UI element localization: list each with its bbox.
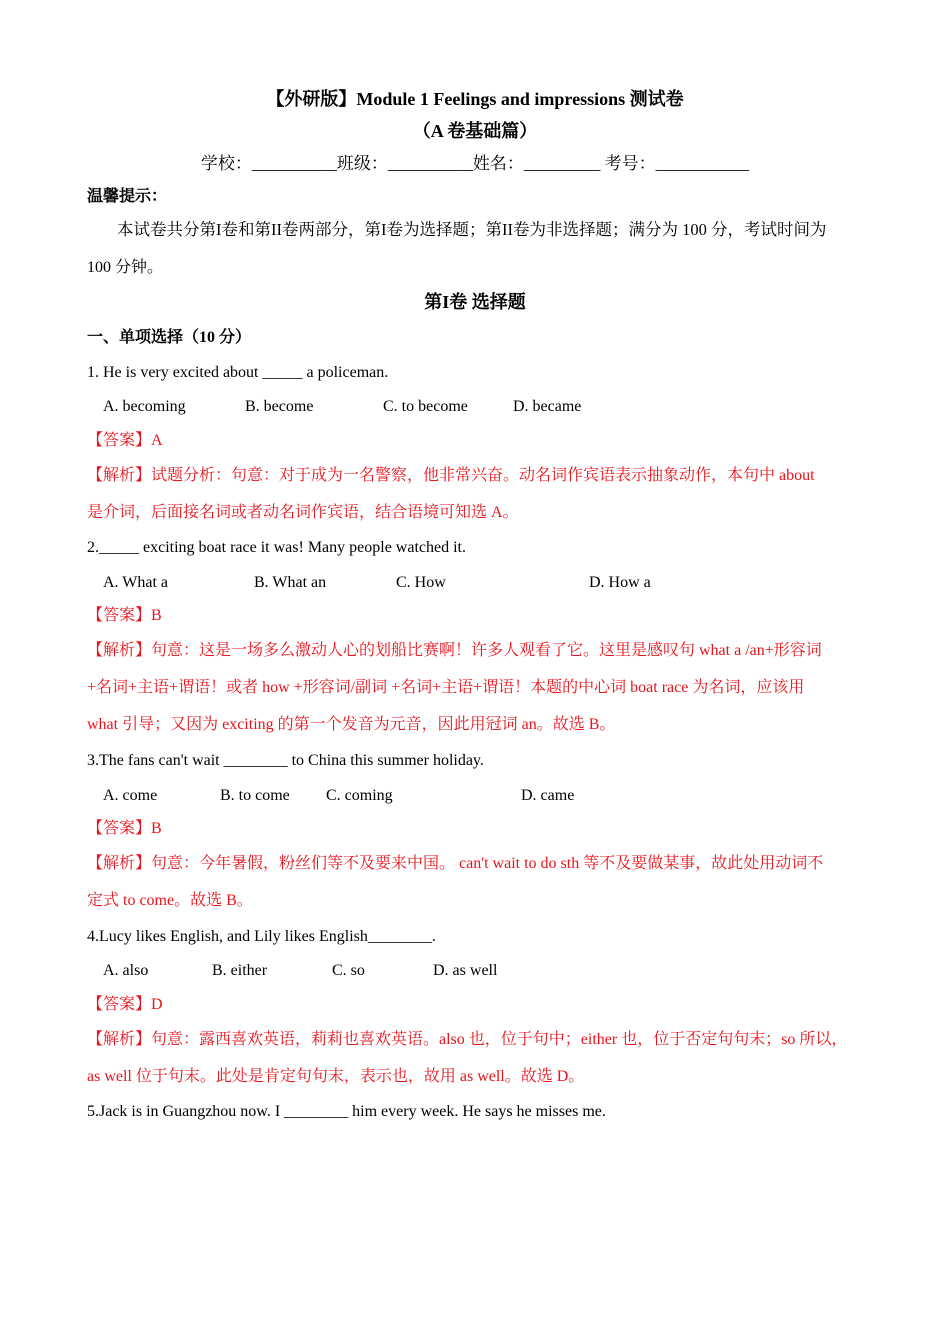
question-stem: 5.Jack is in Guangzhou now. I ________ him every week. He says he misses me.	[87, 1103, 606, 1120]
student-info-line: 学校：__________班级：__________姓名：_________ 考号：___________	[200, 154, 750, 173]
option-c: C. to become	[383, 398, 468, 415]
answer: 【答案】D	[87, 996, 163, 1013]
option-c: C. so	[332, 962, 365, 979]
option-b: B. What an	[254, 574, 327, 591]
option-d: D. How a	[589, 574, 651, 591]
document-subtitle: （A 卷基础篇）	[412, 121, 538, 141]
part-title: 一、单项选择（10 分）	[87, 329, 252, 346]
option-a: A. also	[103, 962, 149, 979]
analysis-line-1: 【解析】试题分析：句意：对于成为一名警察，他非常兴奋。动名词作宾语表示抽象动作，本句中 about	[87, 467, 815, 484]
analysis-line-2: +名词+主语+谓语！或者 how +形容词/副词 +名词+主语+谓语！本题的中心词 boat race 为名词，应该用	[87, 679, 805, 696]
option-b: B. become	[245, 398, 314, 415]
option-d: D. came	[521, 787, 575, 804]
analysis-line-3: what 引导；又因为 exciting 的第一个发音为元音，因此用冠词 an。故选 B。	[87, 716, 616, 733]
option-a: A. What a	[103, 574, 169, 591]
option-d: D. became	[513, 398, 582, 415]
answer: 【答案】B	[87, 607, 162, 624]
analysis-line-2: 定式 to come。故选 B。	[87, 892, 253, 909]
tips-heading: 温馨提示：	[87, 188, 168, 205]
analysis-line-1: 【解析】句意：今年暑假，粉丝们等不及要来中国。 can't wait to do sth 等不及要做某事，故此处用动词不	[87, 855, 824, 872]
analysis-line-2: as well 位于句末。此处是肯定句句末，表示也，故用 as well。故选 D。	[87, 1068, 585, 1085]
question-stem: 4.Lucy likes English, and Lily likes English________.	[87, 928, 436, 945]
answer: 【答案】A	[87, 432, 163, 449]
option-a: A. come	[103, 787, 158, 804]
tips-text-line-1: 本试卷共分第I卷和第II卷两部分，第I卷为选择题；第II卷为非选择题；满分为 100 分，考试时间为	[117, 220, 827, 239]
option-b: B. to come	[220, 787, 290, 804]
option-c: C. How	[396, 574, 446, 591]
option-c: C. coming	[326, 787, 393, 804]
analysis-line-1: 【解析】句意：这是一场多么激动人心的划船比赛啊！许多人观看了它。这里是感叹句 what a /an+形容词	[87, 642, 822, 659]
question-stem: 3.The fans can't wait ________ to China this summer holiday.	[87, 752, 484, 769]
tips-text-line-2: 100 分钟。	[87, 259, 164, 276]
document-title: 【外研版】Module 1 Feelings and impressions 测试卷	[266, 89, 684, 109]
option-b: B. either	[212, 962, 268, 979]
analysis-line-1: 【解析】句意：露西喜欢英语，莉莉也喜欢英语。also 也，位于句中；either 也，位于否定句句末；so 所以，	[87, 1031, 848, 1048]
option-d: D. as well	[433, 962, 498, 979]
analysis-line-2: 是介词，后面接名词或者动名词作宾语，结合语境可知选 A。	[87, 504, 519, 521]
question-stem: 1. He is very excited about _____ a policeman.	[87, 364, 389, 381]
question-stem: 2._____ exciting boat race it was! Many people watched it.	[87, 539, 466, 556]
option-a: A. becoming	[103, 398, 186, 415]
section-title: 第I卷 选择题	[424, 292, 526, 312]
answer: 【答案】B	[87, 820, 162, 837]
